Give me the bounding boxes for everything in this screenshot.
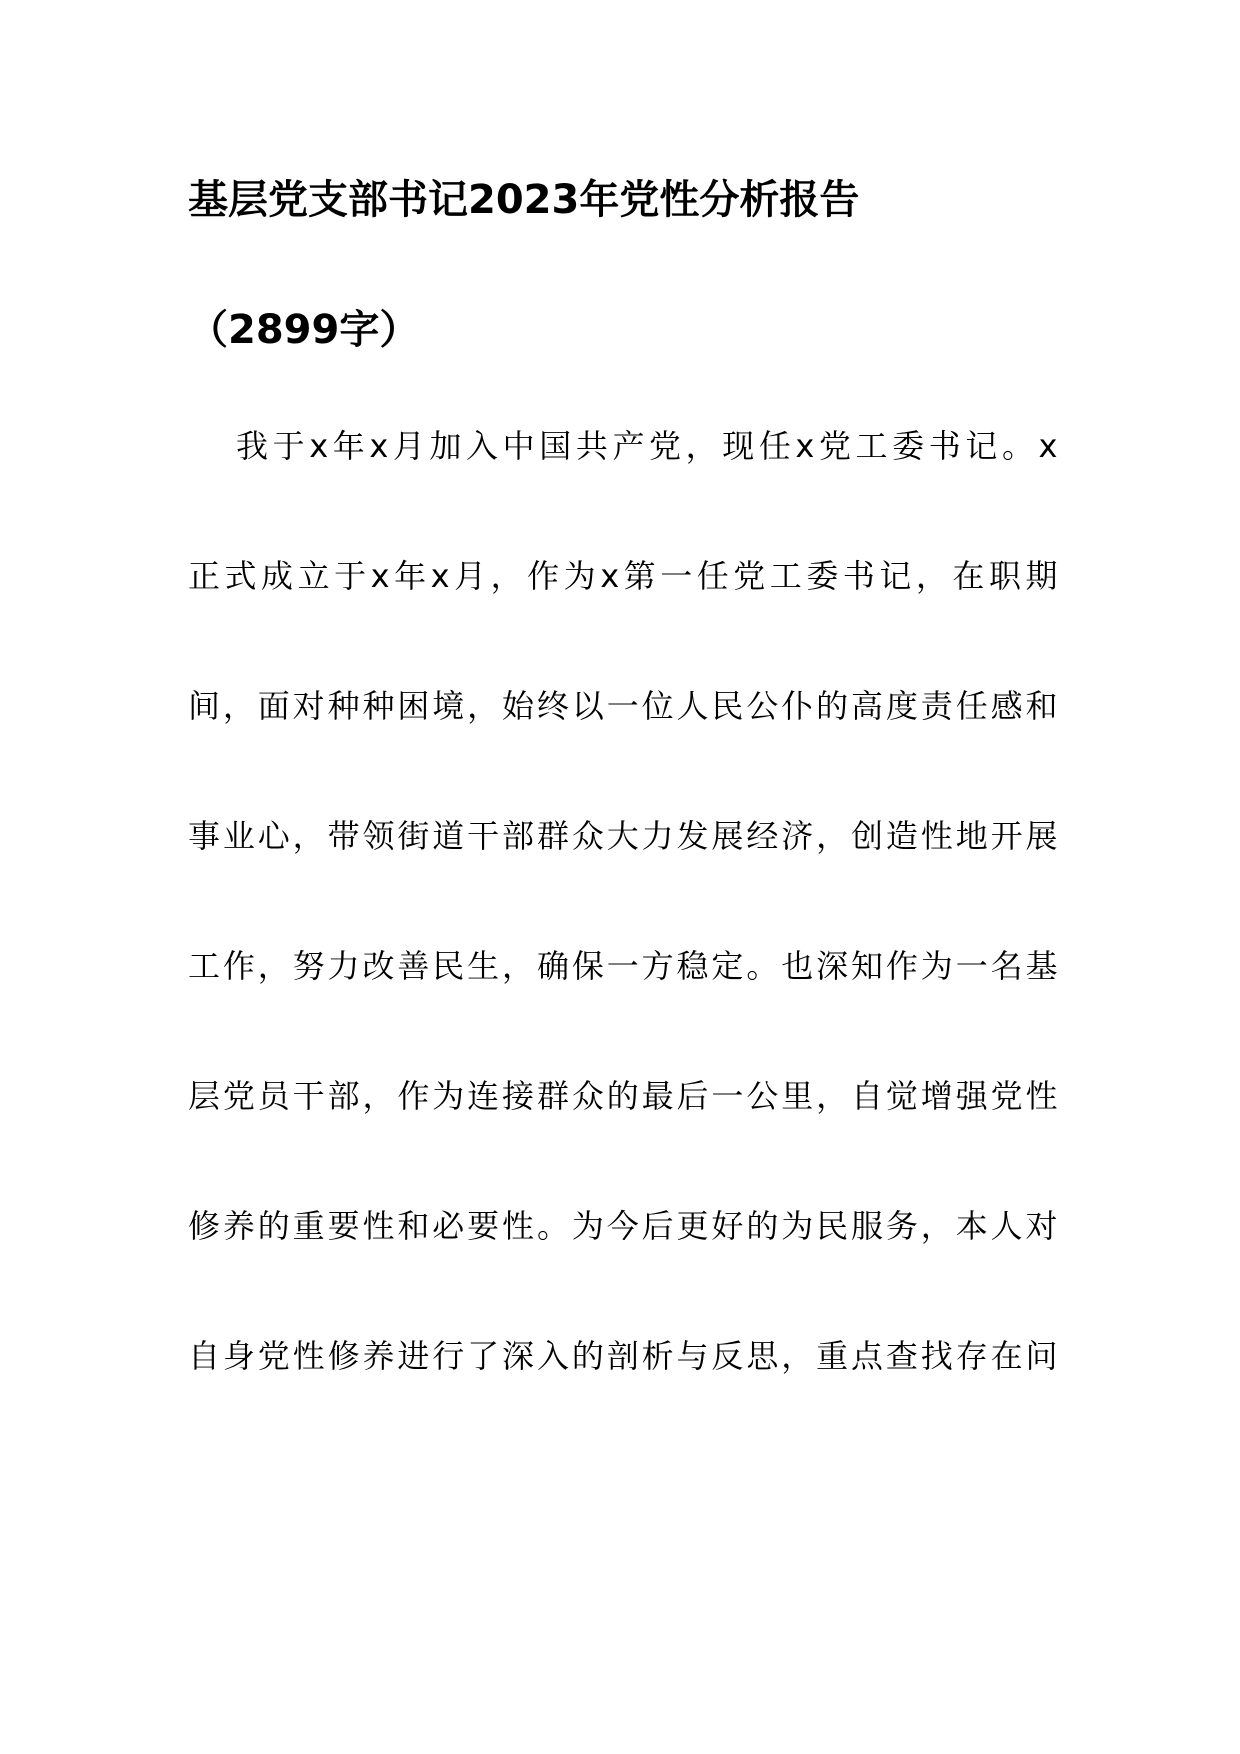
document-title: 基层党支部书记2023年党性分析报告: [188, 177, 860, 223]
paragraph-line: 自身党性修养进行了深入的剖析与反思，重点查找存在问: [188, 1337, 1058, 1375]
paragraph-line: 层党员干部，作为连接群众的最后一公里，自觉增强党性: [188, 1077, 1058, 1115]
paragraph-line: 正式成立于x年x月，作为x第一任党工委书记，在职期: [188, 557, 1058, 595]
document-word-count: （2899字）: [188, 307, 420, 353]
paragraph-line: 工作，努力改善民生，确保一方稳定。也深知作为一名基: [188, 947, 1058, 985]
paragraph-line: 间，面对种种困境，始终以一位人民公仆的高度责任感和: [188, 687, 1058, 725]
paragraph-line: 事业心，带领街道干部群众大力发展经济，创造性地开展: [188, 817, 1058, 855]
paragraph-line: 修养的重要性和必要性。为今后更好的为民服务，本人对: [188, 1207, 1058, 1245]
paragraph-line: 我于x年x月加入中国共产党，现任x党工委书记。x: [236, 427, 1058, 465]
